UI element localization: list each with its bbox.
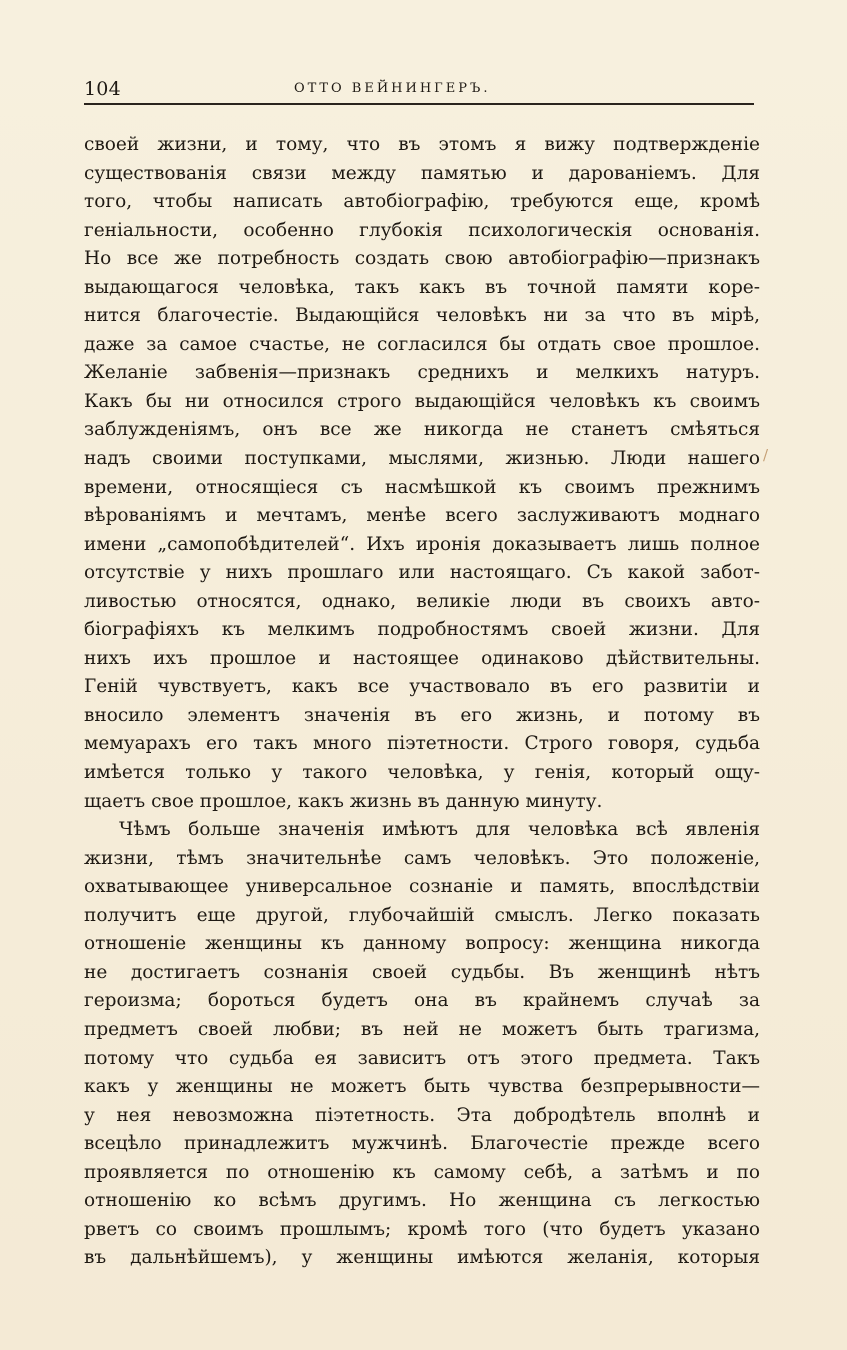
text-line: вносило элементъ значенія въ его жизнь, и потому въ <box>84 704 760 726</box>
text-line: отношенію ко всѣмъ другимъ. Но женщина съ легкостью <box>84 1190 760 1212</box>
margin-pencil-mark: / <box>763 446 769 464</box>
text-line: жизни, тѣмъ значительнѣе самъ человѣкъ. Это положеніе, <box>84 847 760 869</box>
text-line: существованія связи между памятью и дарованіемъ. Для <box>84 162 760 184</box>
text-line: потому что судьба ея зависитъ отъ этого предмета. Такъ <box>84 1047 760 1069</box>
text-line: отсутствіе у нихъ прошлаго или настоящаго. Съ какой забот- <box>84 562 760 584</box>
text-line: Чѣмъ больше значенія имѣютъ для человѣка всѣ явленія <box>119 819 760 841</box>
text-line: отношеніе женщины къ данному вопросу: женщина никогда <box>84 933 760 955</box>
text-line: всецѣло принадлежитъ мужчинѣ. Благочестіе прежде всего <box>84 1133 760 1155</box>
text-line: нихъ ихъ прошлое и настоящее одинаково дѣйствительны. <box>84 647 760 669</box>
text-line: вѣрованіямъ и мечтамъ, менѣе всего заслуживаютъ моднаго <box>84 505 760 527</box>
page-header <box>84 78 754 102</box>
text-line: Геній чувствуетъ, какъ все участвовало въ его развитіи и <box>84 676 760 698</box>
page-number: 104 <box>84 78 121 100</box>
text-line: Какъ бы ни относился строго выдающійся человѣкъ къ своимъ <box>84 390 760 412</box>
text-line: не достигаетъ сознанія своей судьбы. Въ женщинѣ нѣтъ <box>84 961 760 983</box>
text-line: даже за самое счастье, не согласился бы отдать свое прошлое. <box>84 333 760 355</box>
text-line: предметъ своей любви; въ ней не можетъ быть трагизма, <box>84 1018 760 1040</box>
text-line: у нея невозможна піэтетность. Эта добродѣтель вполнѣ и <box>84 1104 760 1126</box>
text-line: геніальности, особенно глубокія психологическія основанія. <box>84 219 760 241</box>
text-line: того, чтобы написать автобіографію, требуются еще, кромѣ <box>84 191 760 213</box>
text-line: надъ своими поступками, мыслями, жизнью. Люди нашего <box>84 448 760 470</box>
text-line: охватывающее универсальное сознаніе и память, впослѣдствіи <box>84 876 760 898</box>
body-text <box>84 131 760 1273</box>
text-line: получитъ еще другой, глубочайшій смыслъ. Легко показать <box>84 904 760 926</box>
header-rule <box>84 103 754 105</box>
text-line: своей жизни, и тому, что въ этомъ я вижу подтвержденіе <box>84 134 760 155</box>
text-line: нится благочестіе. Выдающійся человѣкъ ни за что въ мірѣ, <box>84 305 760 327</box>
text-line: рветъ со своимъ прошлымъ; кромѣ того (что будетъ указано <box>84 1218 760 1240</box>
text-line: мемуарахъ его такъ много піэтетности. Строго говоря, судьба <box>84 733 760 755</box>
text-line: Но все же потребность создать свою автобіографію—признакъ <box>84 248 760 270</box>
text-line: Желаніе забвенія—признакъ среднихъ и мелкихъ натуръ. <box>84 362 760 384</box>
text-line: ливостью относятся, однако, великіе люди въ своихъ авто- <box>84 590 760 612</box>
text-line: какъ у женщины не можетъ быть чувства безпрерывности— <box>84 1076 760 1098</box>
text-line: проявляется по отношенію къ самому себѣ, а затѣмъ и по <box>84 1161 760 1183</box>
text-line: имѣется только у такого человѣка, у генія, который ощу- <box>84 762 760 784</box>
text-line: героизма; бороться будетъ она въ крайнемъ случаѣ за <box>84 990 760 1012</box>
text-line: біографіяхъ къ мелкимъ подробностямъ своей жизни. Для <box>84 619 760 641</box>
text-line: въ дальнѣйшемъ), у женщины имѣются желанія, которыя <box>84 1247 760 1269</box>
text-line: времени, относящіеся съ насмѣшкой къ своимъ прежнимъ <box>84 476 760 498</box>
text-line: имени „самопобѣдителей“. Ихъ иронія доказываетъ лишь полное <box>84 533 760 555</box>
text-line: заблужденіямъ, онъ все же никогда не станетъ смѣяться <box>84 419 760 441</box>
text-line: выдающагося человѣка, такъ какъ въ точной памяти коре- <box>84 276 760 298</box>
running-head: ОТТО ВЕЙНИНГЕРЪ. <box>294 81 491 96</box>
text-line: щаетъ свое прошлое, какъ жизнь въ данную минуту. <box>84 790 603 812</box>
